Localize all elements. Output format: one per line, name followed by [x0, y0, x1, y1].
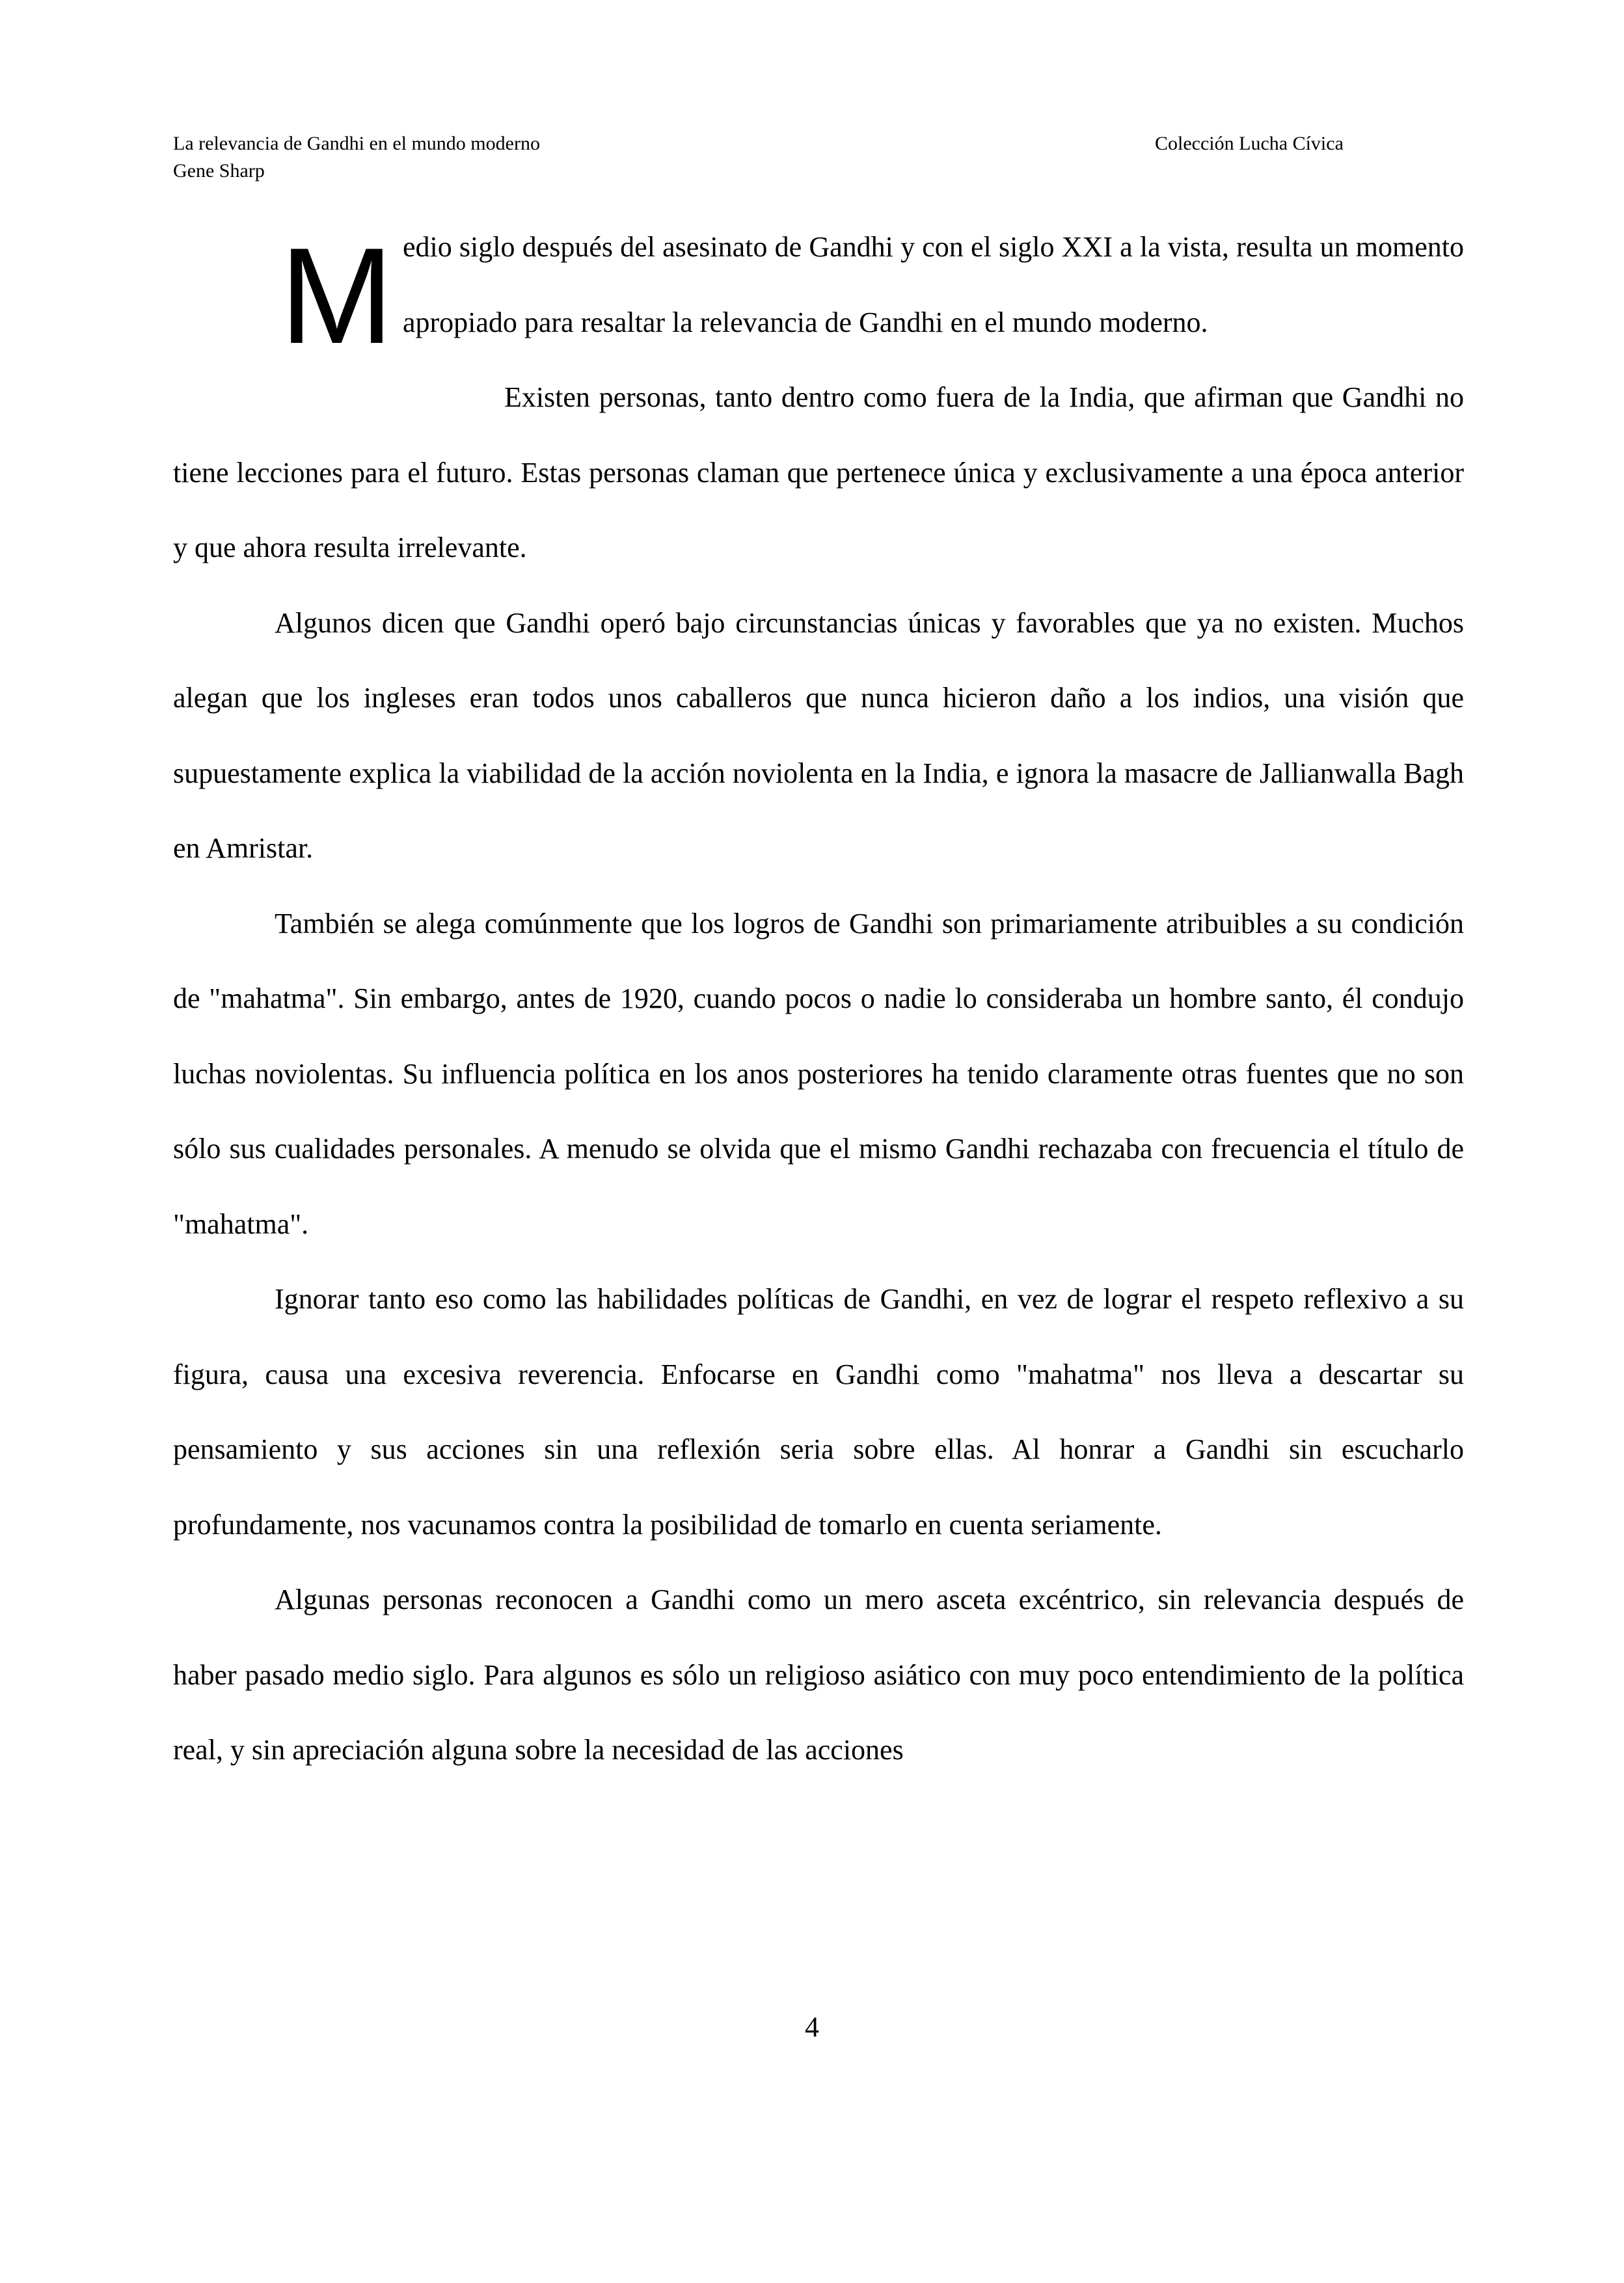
paragraph-6: Algunas personas reconocen a Gandhi como un mero asceta excéntrico, sin relevancia después de haber pasado medio siglo. Para algunos es sólo un religioso asiático con muy poco entendimiento de la política real, y sin apreciación alguna sobre la necesidad de las acciones [173, 1584, 1464, 1766]
paragraph-2: Existen personas, tanto dentro como fuera de la India, que afirman que Gandhi no tiene lecciones para el futuro. Estas personas claman que pertenece única y exclusivamente a una época anterior y que ahora resulta irrelevante. [173, 381, 1464, 563]
paragraph-3: Algunos dicen que Gandhi operó bajo circunstancias únicas y favorables que ya no existen. Muchos alegan que los ingleses eran todos unos caballeros que nunca hicieron daño a los indios, una visión que supuestamente explica la viabilidad de la acción noviolenta en la India, e ignora la masacre de Jallianwalla Bagh en Amristar. [173, 606, 1464, 864]
paragraph-4: También se alega comúnmente que los logros de Gandhi son primariamente atribuibles a su condición de "mahatma". Sin embargo, antes de 1920, cuando pocos o nadie lo consideraba un hombre santo, él condujo luchas noviolentas. Su influencia política en los anos posteriores ha tenido claramente otras fuentes que no son sólo sus cualidades personales. A menudo se olvida que el mismo Gandhi rechazaba con frecuencia el título de "mahatma". [173, 907, 1464, 1240]
running-header-title: La relevancia de Gandhi en el mundo moderno [173, 133, 540, 154]
paragraph-1-text: edio siglo después del asesinato de Gandhi y con el siglo XXI a la vista, resulta un momento apropiado para resaltar la relevancia de Gandhi en el mundo moderno. [402, 231, 1464, 338]
running-header-author: Gene Sharp [173, 160, 265, 182]
drop-cap-letter: M [280, 219, 394, 372]
paragraph-1 [173, 209, 1464, 372]
running-header-collection: Colección Lucha Cívica [1155, 133, 1344, 154]
page-number: 4 [805, 2011, 819, 2043]
paragraph-5: Ignorar tanto eso como las habilidades políticas de Gandhi, en vez de lograr el respeto reflexivo a su figura, causa una excesiva reverencia. Enfocarse en Gandhi como "mahatma" nos lleva a descartar su pensamiento y sus acciones sin una reflexión seria sobre ellas. Al honrar a Gandhi sin escucharlo profundamente, nos vacunamos contra la posibilidad de tomarlo en cuenta seriamente. [173, 1283, 1464, 1541]
body-text [173, 209, 1464, 1788]
